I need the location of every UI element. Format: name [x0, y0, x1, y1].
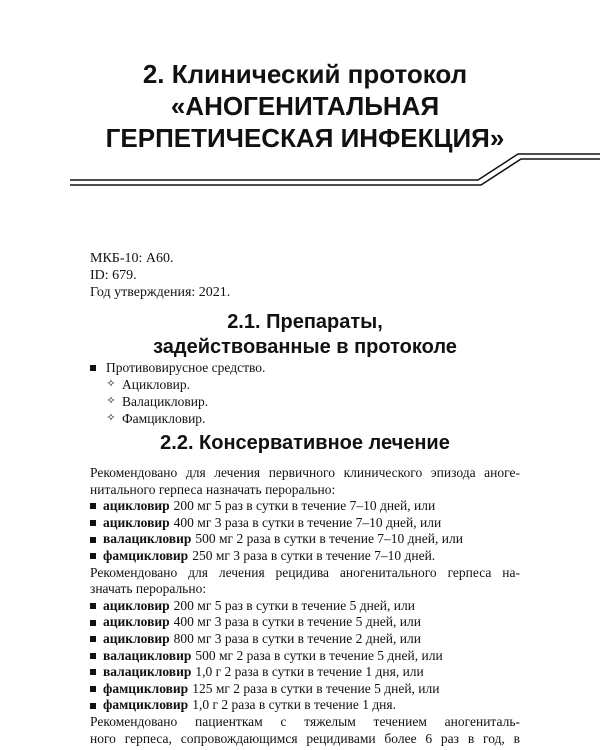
- section-2-1-heading: [90, 310, 520, 360]
- drug-list: [90, 359, 265, 427]
- icd-code: МКБ-10: А60.: [90, 251, 174, 266]
- drug-name: фамцикловир: [103, 697, 189, 713]
- dose-text: 400 мг 3 раза в сутки в течение 5 дней, или: [173, 614, 421, 630]
- recurrence-regimen-item: [90, 648, 520, 665]
- drug-name: ацикловир: [103, 614, 170, 630]
- drug-name: ацикловир: [103, 498, 170, 514]
- recurrence-regimen-item: [90, 697, 520, 714]
- drug-name: валацикловир: [103, 647, 192, 663]
- dose-text: 125 мг 2 раза в сутки в течение 5 дней, или: [192, 680, 440, 696]
- chapter-title-line-2: «АНОГЕНИТАЛЬНАЯ: [170, 91, 440, 121]
- drug-item: [90, 376, 265, 393]
- drug-name: Ацикловир.: [122, 377, 190, 392]
- square-bullet-icon: [90, 686, 96, 692]
- chapter-title-line-3: ГЕРПЕТИЧЕСКАЯ ИНФЕКЦИЯ»: [105, 123, 505, 153]
- drug-name: ацикловир: [103, 514, 170, 530]
- drug-name: Фамцикловир.: [122, 411, 206, 426]
- square-bullet-icon: [90, 669, 96, 675]
- section-2-1-heading-line-1: 2.1. Препараты,: [227, 311, 383, 333]
- drug-group-label: Противовирусное средство.: [106, 360, 266, 375]
- recurrence-regimen-item: [90, 598, 520, 615]
- drug-name: валацикловир: [103, 531, 192, 547]
- diamond-bullet-icon: ✧: [106, 378, 116, 390]
- drug-name: фамцикловир: [103, 680, 189, 696]
- chapter-title-line-1: 2. Клинический протокол: [142, 59, 468, 89]
- paragraph-2-line-2: значать перорально:: [90, 581, 207, 597]
- chapter-title: [40, 58, 570, 154]
- recurrence-regimen-item: [90, 664, 520, 681]
- dose-text: 250 мг 3 раза в сутки в течение 7–10 дней.: [192, 547, 436, 563]
- diamond-bullet-icon: ✧: [106, 395, 116, 407]
- square-bullet-icon: [90, 503, 96, 509]
- square-bullet-icon: [90, 520, 96, 526]
- dose-text: 500 мг 2 раза в сутки в течение 7–10 дней, или: [195, 531, 463, 547]
- paragraph-2-line-1: Рекомендовано для лечения рецидива аногенитального герпеса на-: [90, 564, 520, 580]
- dose-text: 200 мг 5 раз в сутки в течение 7–10 дней, или: [173, 498, 436, 514]
- paragraph-1-line-2: нитального герпеса назначать перорально:: [90, 481, 336, 497]
- dose-text: 200 мг 5 раз в сутки в течение 5 дней, или: [173, 597, 415, 613]
- drug-name: ацикловир: [103, 597, 170, 613]
- drug-item: [90, 410, 265, 427]
- square-bullet-icon: [90, 603, 96, 609]
- paragraph-3-line-1: Рекомендовано пациенткам с тяжелым течением аногениталь-: [90, 713, 520, 729]
- square-bullet-icon: [90, 636, 96, 642]
- title-divider: [0, 150, 600, 190]
- protocol-meta: [90, 250, 230, 301]
- square-bullet-icon: [90, 620, 96, 626]
- paragraph-1-line-1: Рекомендовано для лечения первичного клинического эпизода аноге-: [90, 465, 520, 480]
- dose-text: 400 мг 3 раза в сутки в течение 7–10 дней, или: [173, 514, 442, 530]
- dose-text: 800 мг 3 раза в сутки в течение 2 дней, или: [173, 630, 421, 646]
- recurrence-regimen-item: [90, 631, 520, 648]
- square-bullet-icon: [90, 703, 96, 709]
- section-2-1-heading-line-2: задействованные в протоколе: [153, 336, 457, 358]
- square-bullet-icon: [90, 553, 96, 559]
- dose-text: 1,0 г 2 раза в сутки в течение 1 дня.: [192, 697, 396, 713]
- drug-name: валацикловир: [103, 664, 192, 680]
- square-bullet-icon: [90, 537, 96, 543]
- drug-item: [90, 393, 265, 410]
- diamond-bullet-icon: ✧: [106, 412, 116, 424]
- recurrence-regimen-item: [90, 681, 520, 698]
- primary-regimen-item: [90, 498, 520, 515]
- recurrence-regimen-item: [90, 614, 520, 631]
- square-bullet-icon: [90, 365, 96, 371]
- drug-group: [90, 359, 265, 376]
- paragraph-3-line-2: ного герпеса, сопровождающимся рецидивами более 6 раз в год, в: [90, 730, 520, 746]
- protocol-id: ID: 679.: [90, 268, 137, 283]
- primary-regimen-item: [90, 515, 520, 532]
- treatment-text: [90, 465, 520, 747]
- dose-text: 500 мг 2 раза в сутки в течение 5 дней, или: [195, 647, 443, 663]
- square-bullet-icon: [90, 653, 96, 659]
- drug-name: ацикловир: [103, 630, 170, 646]
- dose-text: 1,0 г 2 раза в сутки в течение 1 дня, или: [195, 664, 424, 680]
- section-2-2-heading: 2.2. Консервативное лечение: [160, 432, 450, 454]
- drug-name: фамцикловир: [103, 547, 189, 563]
- drug-name: Валацикловир.: [122, 394, 209, 409]
- primary-regimen-item: [90, 531, 520, 548]
- primary-regimen-item: [90, 548, 520, 565]
- approval-year: Год утверждения: 2021.: [90, 285, 231, 300]
